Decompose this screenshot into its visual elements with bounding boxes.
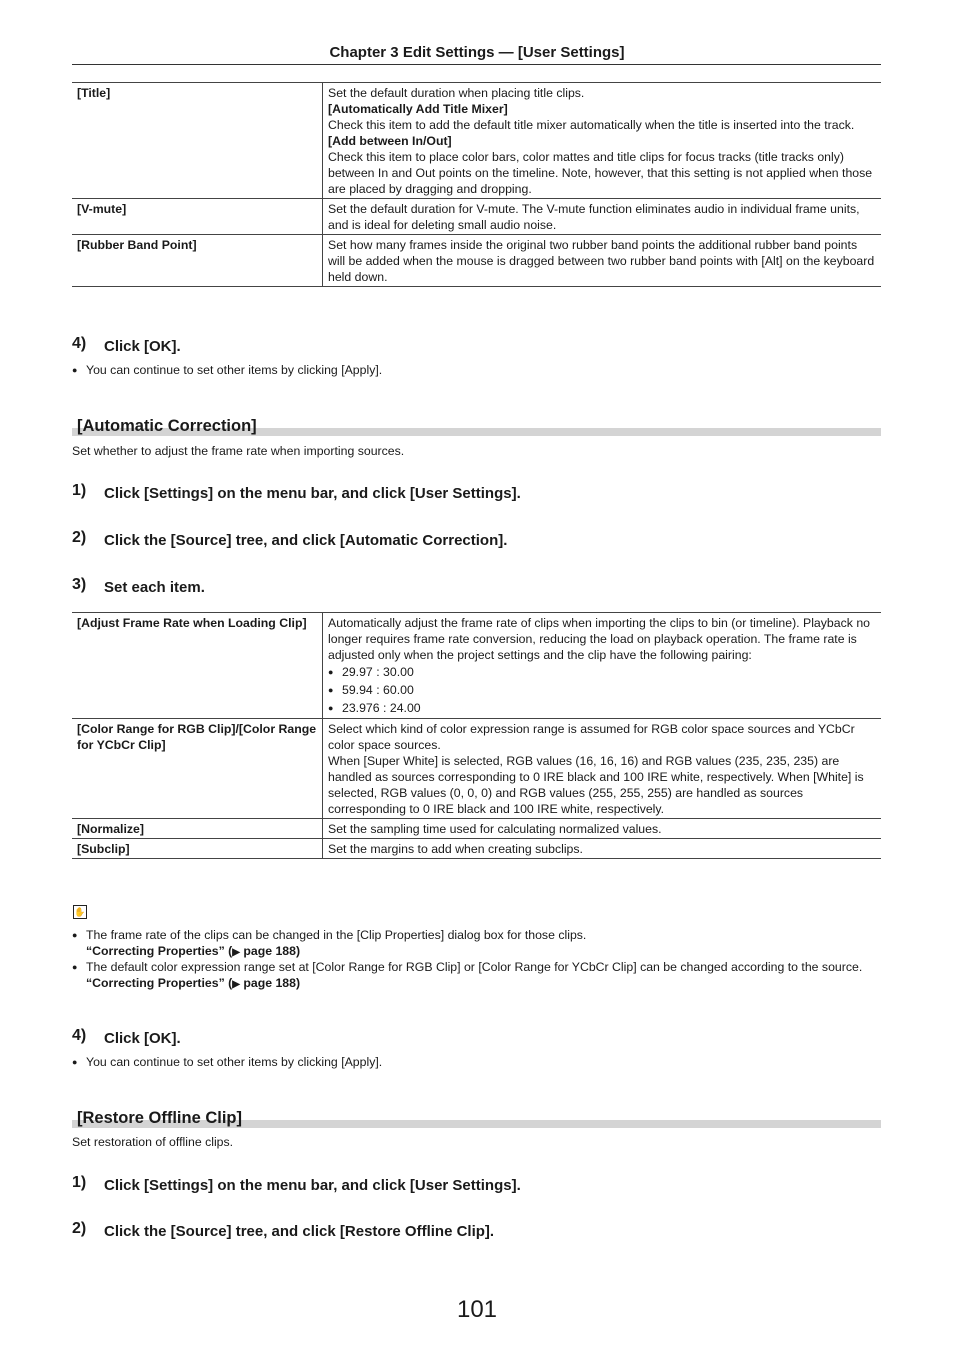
section-title: [Restore Offline Clip] xyxy=(77,1109,243,1127)
pairing-item: ● 23.976 : 24.00 xyxy=(328,699,876,717)
step-click-ok xyxy=(72,335,181,356)
section-heading-restore-offline-clip xyxy=(72,1106,881,1128)
row-description: Set how many frames inside the original two rubber band points the additional rubber band points will be added when the mouse is dragged between two rubber band points with [Alt] on the keyboard held down. xyxy=(323,235,882,287)
description-line: Select which kind of color expression range is assumed for RGB color space sources and YCbCr color space sources. xyxy=(328,722,855,752)
bullet-note: ● You can continue to set other items by clicking [Apply]. xyxy=(72,1054,881,1070)
row-key: [V-mute] xyxy=(72,199,323,235)
step-label: Set each item. xyxy=(104,579,205,596)
row-key: [Adjust Frame Rate when Loading Clip] xyxy=(72,613,323,719)
row-description xyxy=(323,83,882,199)
option-name: [Automatically Add Title Mixer] xyxy=(328,102,508,116)
row-key: [Rubber Band Point] xyxy=(72,235,323,287)
note-item xyxy=(72,927,881,961)
table-row xyxy=(72,719,881,819)
step-item xyxy=(72,1174,521,1195)
description-line: Set the default duration when placing title clips. xyxy=(328,86,585,100)
cross-reference-link[interactable]: “Correcting Properties” (▶ page 188) xyxy=(86,944,301,958)
header-rule xyxy=(72,64,881,65)
pairing-item: ● 59.94 : 60.00 xyxy=(328,681,876,699)
row-key: [Color Range for RGB Clip]/[Color Range for YCbCr Clip] xyxy=(72,719,323,819)
table-row xyxy=(72,83,881,199)
step-item xyxy=(72,482,521,503)
pairing-item: ● 29.97 : 30.00 xyxy=(328,663,876,681)
step-number: 1) xyxy=(72,482,87,499)
step-item xyxy=(72,576,205,597)
description-line: When [Super White] is selected, RGB values (16, 16, 16) and RGB values (235, 235, 235) are handled as sources corresponding to 0 IRE black and 100 IRE white, respectively. When [White] is selected, RGB values (0, 0, 0) and RGB values (255, 255, 255) are handled as sources corresponding to 0 IRE black and 100 IRE white, respectively. xyxy=(328,754,864,816)
step-number: 4) xyxy=(72,335,87,352)
step-number: 2) xyxy=(72,529,87,546)
table-row xyxy=(72,199,881,235)
step-click-ok xyxy=(72,1027,181,1048)
step-item xyxy=(72,1220,495,1241)
cross-reference-link[interactable]: “Correcting Properties” (▶ page 188) xyxy=(86,976,301,990)
row-description: Set the margins to add when creating subclips. xyxy=(323,839,882,859)
step-label: Click the [Source] tree, and click [Restore Offline Clip]. xyxy=(104,1223,495,1240)
page-arrow-icon: ▶ xyxy=(232,979,240,990)
table-row xyxy=(72,819,881,839)
row-key: [Subclip] xyxy=(72,839,323,859)
section-title: [Automatic Correction] xyxy=(77,417,257,435)
section-intro: Set whether to adjust the frame rate when importing sources. xyxy=(72,444,405,458)
table-row xyxy=(72,839,881,859)
step-label: Click [Settings] on the menu bar, and click [User Settings]. xyxy=(104,1177,521,1194)
step-number: 4) xyxy=(72,1027,87,1044)
description-line: Check this item to place color bars, color mattes and title clips for focus tracks (title tracks only) between In and Out points on the timeline. Note, however, that this setting is not applied when those are placed by dragging and dropping. xyxy=(328,150,873,196)
step-label: Click [Settings] on the menu bar, and click [User Settings]. xyxy=(104,485,521,502)
settings-table-title xyxy=(72,82,881,287)
row-description: Set the default duration for V-mute. The V-mute function eliminates audio in individual frame units, and is ideal for deleting small audio noise. xyxy=(323,199,882,235)
step-number: 1) xyxy=(72,1174,87,1191)
table-row xyxy=(72,235,881,287)
step-label: Click [OK]. xyxy=(104,1030,181,1047)
description-line: Check this item to add the default title mixer automatically when the title is inserted into the track. xyxy=(328,118,855,132)
row-key: [Normalize] xyxy=(72,819,323,839)
note-hand-icon: ✋ xyxy=(74,907,86,917)
step-number: 2) xyxy=(72,1220,87,1237)
section-heading-automatic-correction xyxy=(72,414,881,436)
step-label: Click [OK]. xyxy=(104,338,181,355)
description-line: Automatically adjust the frame rate of clips when importing the clips to bin (or timeline). Playback no longer requires frame rate conversion, reducing the load on playback operation. The frame rate is adjusted only when the project settings and the clip have the following pairing: xyxy=(328,616,870,662)
bullet-note: ● You can continue to set other items by clicking [Apply]. xyxy=(72,362,881,378)
section-intro: Set restoration of offline clips. xyxy=(72,1135,234,1149)
note-text: The default color expression range set at [Color Range for RGB Clip] or [Color Range for YCbCr Clip] can be changed according to the source. xyxy=(86,960,863,974)
page-arrow-icon: ▶ xyxy=(232,947,240,958)
table-row xyxy=(72,613,881,719)
row-description xyxy=(323,613,882,719)
row-description: Set the sampling time used for calculating normalized values. xyxy=(323,819,882,839)
page-number: 101 xyxy=(456,1296,498,1323)
option-name: [Add between In/Out] xyxy=(328,134,452,148)
row-description xyxy=(323,719,882,819)
settings-table-automatic-correction xyxy=(72,612,881,859)
step-number: 3) xyxy=(72,576,87,593)
chapter-header: Chapter 3 Edit Settings — [User Settings] xyxy=(329,44,625,61)
step-item xyxy=(72,529,508,550)
note-item xyxy=(72,959,881,993)
row-key: [Title] xyxy=(72,83,323,199)
step-label: Click the [Source] tree, and click [Automatic Correction]. xyxy=(104,532,508,549)
note-text: The frame rate of the clips can be changed in the [Clip Properties] dialog box for those clips. xyxy=(86,928,587,942)
